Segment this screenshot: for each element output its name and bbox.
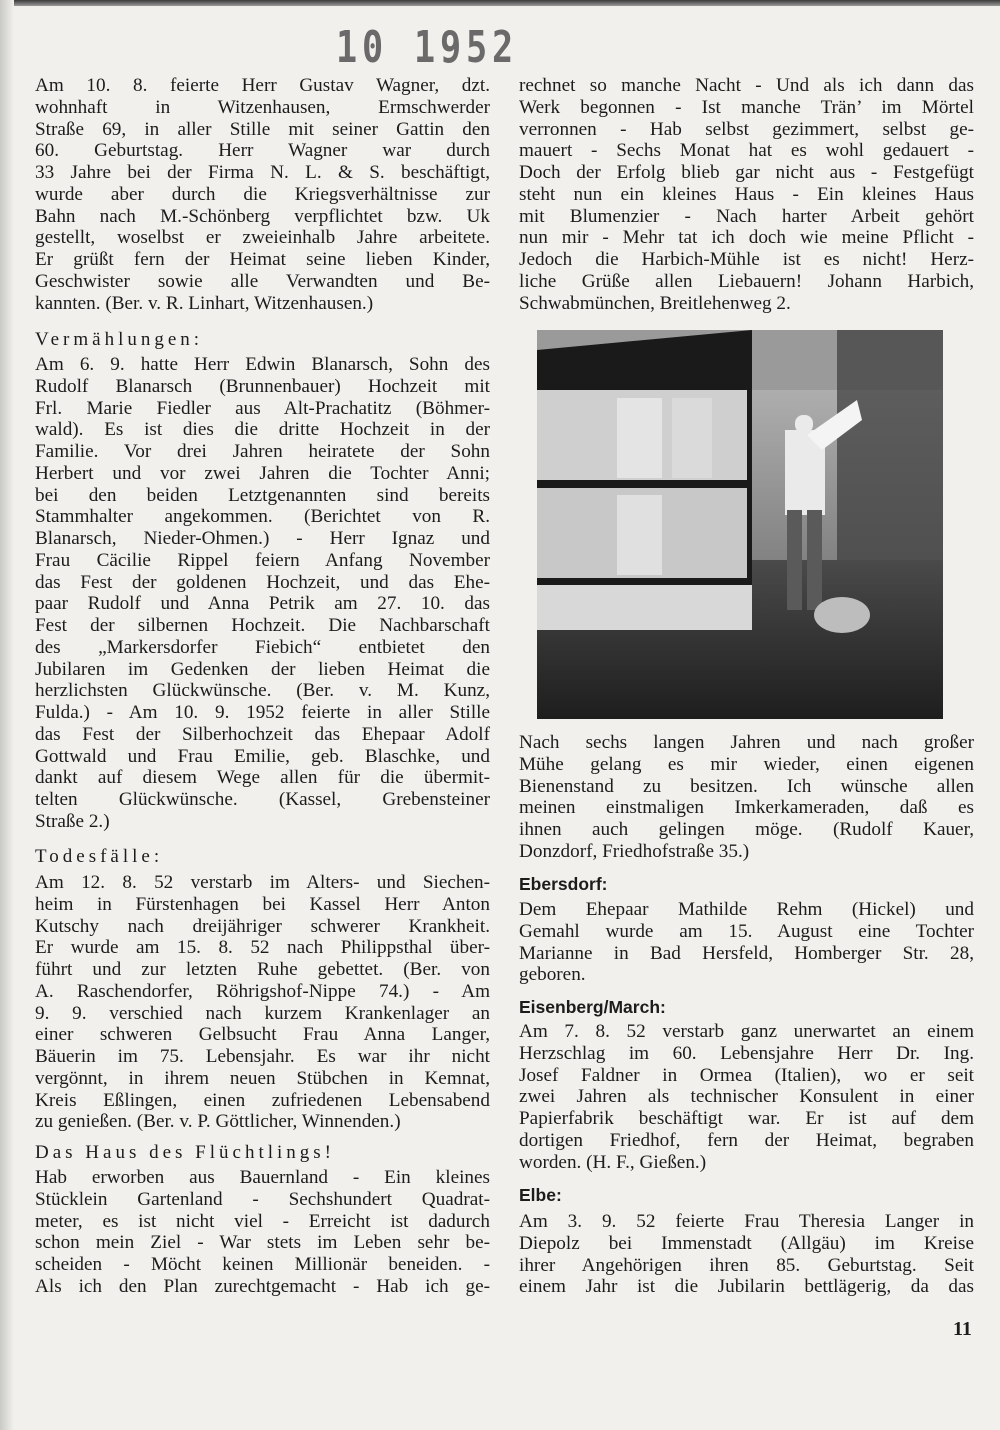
text-line: zu genießen. (Ber. v. P. Göttlicher, Winnenden.) [35, 1111, 401, 1133]
section-heading: Todesfälle: [35, 846, 164, 867]
text-line: Straße 2.) [35, 810, 110, 832]
article-paragraph [519, 1021, 974, 1173]
section-heading-block [35, 846, 490, 868]
section-heading-block [519, 1185, 974, 1207]
text-line: Fest der silbernen Hochzeit. Die Nachbarschaft [35, 615, 490, 636]
text-line: geboren. [519, 964, 586, 986]
text-line: Donzdorf, Friedhofstraße 35.) [519, 840, 750, 862]
text-line: Bahn nach M.-Schönberg verpflichtet bzw. Uk [35, 205, 490, 227]
text-line: Bäuerin im 75. Lebensjahr. Es war ihr nicht [35, 1046, 490, 1067]
section-heading: Vermählungen: [35, 329, 204, 350]
article-paragraph [519, 1211, 974, 1298]
text-line: schon mein Ziel - War stets im Leben sehr be- [35, 1232, 490, 1254]
text-line: scheiden - Möcht keinen Millionär beneiden. - [35, 1254, 490, 1275]
section-heading: Ebersdorf: [519, 874, 608, 894]
text-line: Nach sechs langen Jahren und nach großer [519, 732, 974, 753]
text-line: Herbert und vor zwei Jahren die Tochter Anni; [35, 462, 490, 484]
text-line: heim in Fürstenhagen bei Kassel Herr Anton [35, 893, 490, 915]
text-line: Jedoch die Harbich-Mühle ist es nicht! Herz- [519, 249, 974, 270]
text-line: Stammhalter angekommen. (Berichtet von R. [35, 506, 490, 528]
text-line: Geschwister sowie alle Verwandten und Be- [35, 270, 490, 292]
section-heading: Das Haus des Flüchtlings! [35, 1142, 336, 1163]
text-line: dortigen Friedhof, fern der Heimat, begraben [519, 1129, 974, 1151]
text-line: 60. Geburtstag. Herr Wagner war durch [35, 140, 490, 162]
text-line: Am 12. 8. 52 verstarb im Alters- und Siechen- [35, 872, 490, 893]
text-line: mauert - Sechs Monat hat es wohl gedauert - [519, 140, 974, 162]
text-line: wald). Es ist dies die dritte Hochzeit in der [35, 419, 490, 441]
section-heading-block [35, 329, 490, 351]
text-line: einem Jahr ist die Jubilarin bettlägerig, da das [519, 1276, 974, 1298]
article-paragraph [519, 75, 974, 314]
text-line: Werk begonnen - Ist manche Trän’ im Mörtel [519, 96, 974, 118]
text-line: vergönnt, in ihrem neuen Stübchen in Kemnat, [35, 1067, 490, 1089]
scan-edge [0, 0, 1000, 6]
article-paragraph [35, 354, 490, 833]
article-paragraph [519, 899, 974, 986]
text-line: Blanarsch, Nieder-Ohmen.) - Herr Ignaz und [35, 528, 490, 549]
text-line: worden. (H. F., Gießen.) [519, 1151, 707, 1173]
text-line: führt und zur letzten Ruhe gebettet. (Ber. von [35, 959, 490, 980]
text-line: bei den beiden Letztgenannten sind bereits [35, 484, 490, 506]
section-heading-block [35, 1142, 490, 1164]
text-line: wohnhaft in Witzenhausen, Ermschwerder [35, 96, 490, 118]
date-stamp: 10 1952 [336, 22, 518, 73]
text-line: das Fest der Silberhochzeit das Ehepaar Adolf [35, 723, 490, 745]
text-line: A. Raschendorfer, Röhrigshof-Nippe 74.) - Am [35, 980, 490, 1002]
text-line: Diepolz bei Immenstadt (Allgäu) im Kreise [519, 1232, 974, 1254]
text-line: Bienenstand zu besitzen. Ich wünsche allen [519, 775, 974, 797]
text-line: Straße 69, in aller Stille mit seiner Gattin den [35, 118, 490, 140]
text-line: telten Glückwünsche. (Kassel, Grebensteiner [35, 789, 490, 810]
text-line: dankt auf diesem Wege allen für die übermit- [35, 767, 490, 789]
text-line: Er wurde am 15. 8. 52 nach Philippsthal über- [35, 937, 490, 959]
text-line: Herzschlag im 60. Lebensjahre Herr Dr. Ing. [519, 1042, 974, 1064]
text-line: einer schweren Gelbsucht Frau Anna Langer, [35, 1024, 490, 1046]
text-line: Am 7. 8. 52 verstarb ganz unerwartet an einem [519, 1021, 974, 1042]
section-heading-block [519, 997, 974, 1019]
text-line: paar Rudolf und Anna Petrik am 27. 10. das [35, 593, 490, 615]
text-line: Josef Faldner in Ormea (Italien), wo er seit [519, 1064, 974, 1086]
text-line: mit Blumenzier - Nach harter Arbeit gehört [519, 205, 974, 227]
text-line: gestellt, woselbst er zweieinhalb Jahre arbeitete. [35, 227, 490, 249]
text-line: Gottwald und Frau Emilie, geb. Blaschke, und [35, 745, 490, 767]
text-line: Doch der Erfolg blieb gar nicht aus - Festgefügt [519, 162, 974, 183]
text-line: das Fest der goldenen Hochzeit, und das Ehe- [35, 571, 490, 593]
page-gutter-shadow [0, 0, 14, 1430]
text-line: liche Grüße allen Liebauern! Johann Harbich, [519, 270, 974, 292]
text-line: Frl. Marie Fiedler aus Alt-Prachatitz (Böhmer- [35, 397, 490, 419]
text-line: meter, es ist nicht viel - Erreicht ist dadurch [35, 1210, 490, 1232]
text-line: Hab erworben aus Bauernland - Ein kleines [35, 1167, 490, 1188]
article-paragraph [35, 872, 490, 1133]
text-line: Jubilaren im Gedenken der lieben Heimat die [35, 658, 490, 680]
text-line: Am 10. 8. feierte Herr Gustav Wagner, dzt. [35, 75, 490, 96]
text-line: rechnet so manche Nacht - Und als ich dann das [519, 75, 974, 96]
text-line: meinen einstmaligen Imkerkameraden, daß es [519, 797, 974, 819]
article-paragraph [35, 1167, 490, 1298]
text-line: Marianne in Bad Hersfeld, Homberger Str. 28, [519, 942, 974, 964]
text-line: verronnen - Hab selbst gezimmert, selbst ge- [519, 118, 974, 140]
text-line: Dem Ehepaar Mathilde Rehm (Hickel) und [519, 899, 974, 920]
text-line: Rudolf Blanarsch (Brunnenbauer) Hochzeit mit [35, 375, 490, 397]
text-line: Familie. Vor drei Jahren heiratete der Sohn [35, 441, 490, 462]
text-line: Frau Cäcilie Rippel feiern Anfang November [35, 549, 490, 571]
text-line: Kutschy nach dreijähriger schwerer Krankheit. [35, 915, 490, 937]
beehive-photo [537, 330, 943, 719]
text-line: Gemahl wurde am 15. August eine Tochter [519, 920, 974, 942]
text-line: wurde aber durch die Kriegsverhältnisse zur [35, 183, 490, 205]
text-line: ihnen auch gelingen möge. (Rudolf Kauer, [519, 819, 974, 840]
text-line: Als ich den Plan zurechtgemacht - Hab ich ge- [35, 1275, 490, 1297]
beekeeper-at-beehive-image [537, 330, 943, 719]
text-line: ihrer Angehörigen ihren 85. Geburtstag. Seit [519, 1254, 974, 1276]
text-line: herzlichsten Glückwünsche. (Ber. v. M. Kunz, [35, 680, 490, 702]
text-line: zwei Jahren als technischer Konsulent in einer [519, 1086, 974, 1108]
text-line: Papierfabrik beschäftigt war. Er ist auf dem [519, 1108, 974, 1129]
page-number: 11 [953, 1318, 972, 1340]
text-line: kannten. (Ber. v. R. Linhart, Witzenhausen.) [35, 292, 374, 314]
text-line: Schwabmünchen, Breitlehenweg 2. [519, 292, 791, 314]
section-heading: Elbe: [519, 1185, 562, 1205]
text-line: Stücklein Gartenland - Sechshundert Quadrat- [35, 1188, 490, 1210]
text-line: 9. 9. verschied nach kurzem Krankenlager an [35, 1002, 490, 1024]
section-heading: Eisenberg/March: [519, 997, 666, 1017]
text-line: Am 6. 9. hatte Herr Edwin Blanarsch, Sohn des [35, 354, 490, 375]
text-line: des „Markersdorfer Fiebich“ entbietet den [35, 636, 490, 658]
text-line: Kreis Eßlingen, einen zufriedenen Lebensabend [35, 1089, 490, 1111]
text-line: steht nun ein kleines Haus - Ein kleines Haus [519, 183, 974, 205]
text-line: Fulda.) - Am 10. 9. 1952 feierte in aller Stille [35, 702, 490, 723]
text-line: Er grüßt fern der Heimat seine lieben Kinder, [35, 249, 490, 270]
article-paragraph [35, 75, 490, 314]
article-paragraph [519, 732, 974, 863]
text-line: Am 3. 9. 52 feierte Frau Theresia Langer in [519, 1211, 974, 1232]
section-heading-block [519, 874, 974, 896]
text-line: Mühe gelang es mir wieder, einen eigenen [519, 753, 974, 775]
text-line: nun mir - Mehr tat ich doch wie meine Pflicht - [519, 227, 974, 249]
text-line: 33 Jahre bei der Firma N. L. & S. beschäftigt, [35, 162, 490, 183]
